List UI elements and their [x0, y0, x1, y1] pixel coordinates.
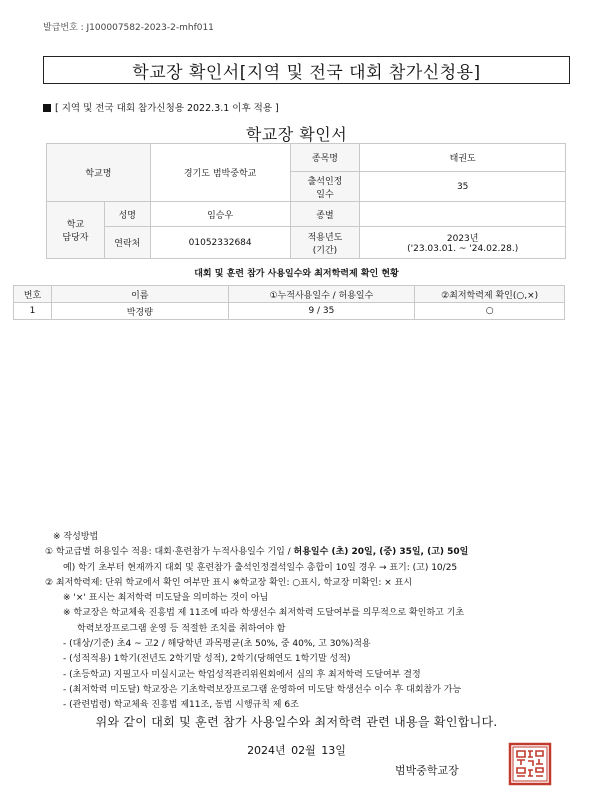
name-label: 성명	[104, 202, 150, 227]
days-value: 35	[360, 172, 566, 202]
row-name: 박경량	[51, 303, 228, 320]
row-number: 1	[14, 303, 52, 320]
year-label-line2: (기간)	[312, 245, 338, 256]
official-seal	[508, 742, 552, 786]
row-days: 9 / 35	[228, 303, 415, 320]
records-header-check: ②최저학력제 확인(○,×)	[415, 286, 565, 303]
note-line-1	[45, 545, 565, 560]
principal-signature: 범박중학교장	[395, 764, 459, 777]
row-check: ○	[415, 303, 565, 320]
note-line-7: - (대상/기준) 초4 ~ 고2 / 해당학년 과목평균(초 50%, 중 40%, 고 30%)적용	[63, 639, 371, 650]
type-value	[360, 202, 566, 227]
table-row	[14, 303, 565, 320]
records-header-number: 번호	[14, 286, 52, 303]
school-value: 경기도 범박중학교	[150, 144, 290, 202]
records-header-name: 이름	[51, 286, 228, 303]
page-title: 학교장 확인서	[245, 125, 348, 144]
issue-number: 발급번호 : J100007582-2023-2-mhf011	[43, 23, 214, 33]
note-line-3: ② 최저학력제: 단위 학교에서 확인 여부만 표시 ※학교장 확인: ○표시, 학교장 미확인: × 표시	[45, 577, 413, 588]
days-label-line2: 일수	[316, 189, 334, 200]
year-value-line2: ('23.03.01. ~ '24.02.28.)	[407, 244, 519, 254]
year-label	[290, 227, 360, 259]
issue-date: 2024년 02월 13일	[247, 744, 346, 757]
note-line-11: - (관련법령) 학교체육 진흥법 제11조, 동법 시행규칙 제 6조	[63, 700, 299, 711]
document-title-box: 학교장 확인서[지역 및 전국 대회 참가신청용]	[43, 56, 570, 84]
manager-label	[47, 202, 105, 259]
contact-value: 01052332684	[150, 227, 290, 259]
year-value-line1: 2023년	[446, 234, 479, 244]
records-header-row	[14, 286, 565, 303]
info-table	[46, 143, 566, 259]
note-line-1-text: ① 학교급별 허용일수 적용: 대회·훈련참가 누적사용일수 기입 /	[45, 547, 294, 558]
note-line-5: ※ 학교장은 학교체육 진흥법 제 11조에 따라 학생선수 최저학력 도달여부를 의무적으로 확인하고 기초	[63, 608, 465, 619]
records-header-days: ①누적사용일수 / 허용일수	[228, 286, 415, 303]
manager-label-line2: 담당자	[62, 233, 89, 243]
notes-heading: ※ 작성방법	[53, 532, 99, 542]
note-line-6: 학력보장프로그램 운영 등 적절한 조치를 취하여야 함	[77, 623, 286, 634]
contact-label: 연락처	[104, 227, 150, 259]
event-label: 종목명	[290, 144, 360, 172]
manager-label-line1: 학교	[66, 220, 85, 230]
event-value: 태권도	[360, 144, 566, 172]
square-bullet-icon	[43, 104, 51, 112]
school-label: 학교명	[47, 144, 151, 202]
year-label-line1: 적용년도	[307, 232, 343, 243]
type-label: 종별	[290, 202, 360, 227]
confirmation-statement: 위와 같이 대회 및 훈련 참가 사용일수와 최저학력 관련 내용을 확인합니다.	[95, 715, 498, 729]
note-line-8: - (성적적용) 1학기(전년도 2학기말 성적), 2학기(당해연도 1학기말 성적)	[63, 654, 351, 665]
applies-note-text: [ 지역 및 전국 대회 참가신청용 2022.3.1 이후 적용 ]	[55, 103, 279, 114]
instructions	[45, 530, 565, 714]
days-label-line1: 출석인정	[307, 176, 343, 187]
note-line-10: - (최저학력 미도달) 학교장은 기초학력보장프로그램 운영하여 미도달 학생선수 이수 후 대회참가 가능	[63, 684, 462, 695]
name-value: 임승우	[150, 202, 290, 227]
records-title: 대회 및 훈련 참가 사용일수와 최저학력제 확인 현황	[194, 269, 399, 279]
records-table	[13, 285, 565, 320]
note-line-4: ※ '×' 표시는 최저학력 미도달을 의미하는 것이 아님	[63, 593, 269, 604]
days-label	[290, 172, 360, 202]
note-line-2: 예) 학기 초부터 현재까지 대회 및 훈련참가 출석인정결석일수 총합이 10일 경우 → 표기: (고) 10/25	[63, 562, 458, 573]
applies-note	[43, 100, 279, 114]
note-line-1-bold: 허용일수 (초) 20일, (중) 35일, (고) 50일	[293, 547, 469, 558]
note-line-9: - (초등학교) 지필고사 미실시교는 학업성적관리위원회에서 심의 후 최저학력 도달여부 결정	[63, 669, 421, 680]
year-value	[360, 227, 566, 259]
